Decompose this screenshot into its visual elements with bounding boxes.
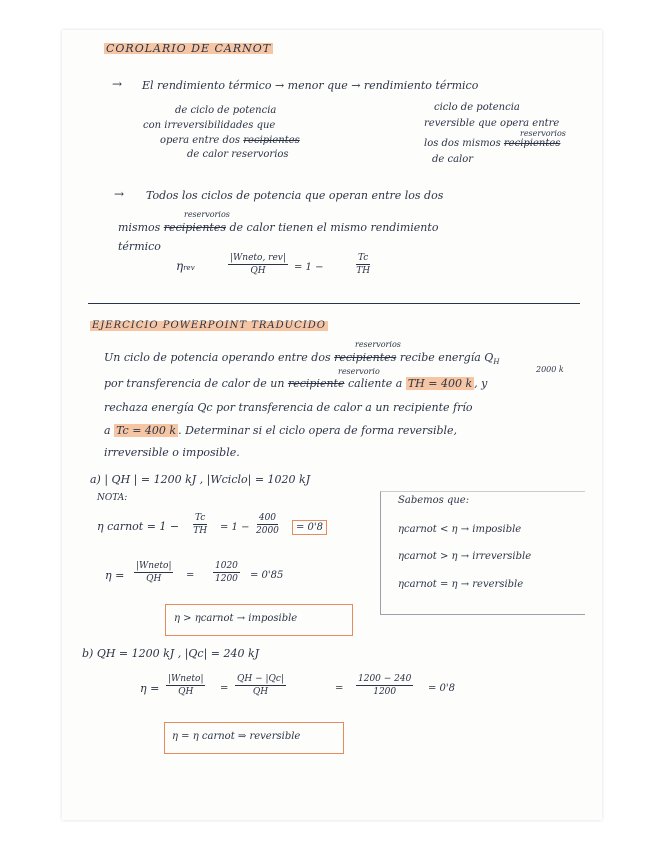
- fraction-1200-240: $\frac{1200 - 240}{1200}$: [358, 674, 412, 697]
- problem-above-3: 2000 k: [536, 365, 564, 374]
- statement-line: El rendimiento térmico → menor que → rendimiento térmico: [142, 79, 479, 92]
- eta-carnot-lhs: η carnot = 1 −: [97, 520, 180, 533]
- statement2-line1: Todos los ciclos de potencia que operan entre los dos: [146, 189, 444, 202]
- fraction-wneto-qh-b: |Wneto| QH: [168, 674, 204, 697]
- formula-equals-one-minus: = 1 −: [294, 262, 324, 273]
- problem-line-5: irreversible o imposible.: [104, 446, 240, 459]
- eta-carnot-result: = 0'8: [292, 523, 327, 533]
- sabemos-rule-3: ηcarnot = η → reversible: [398, 579, 524, 590]
- eq-b-2: =: [335, 683, 344, 694]
- problem-above-1: reservorios: [355, 340, 401, 349]
- fraction-wneto-qh: |Wneto, rev| QH: [230, 253, 286, 276]
- fraction-400-2000: $\frac{400}{2000}$: [256, 513, 279, 536]
- right-text-above: reservorios: [520, 129, 566, 138]
- fraction-wneto-qh-a: |Wneto| QH: [136, 561, 172, 584]
- statement2-above: reservorios: [184, 210, 230, 219]
- section-title-exercise: EJERCICIO POWERPOINT TRADUCIDO: [92, 320, 326, 331]
- statement2-line2: mismos recipientes de calor tienen el mismo rendimiento: [118, 221, 439, 234]
- fraction-tc-th-a: $\frac{Tc}{TH}$: [193, 513, 208, 536]
- statement2-line3: térmico: [118, 240, 161, 253]
- left-text-4: de calor reservorios: [187, 149, 289, 160]
- sabemos-title: Sabemos que:: [398, 495, 470, 506]
- problem-above-2: reservorio: [338, 367, 380, 376]
- formula-eta-rev: ηrev: [176, 259, 195, 273]
- fraction-1020-1200: $\frac{1020}{1200}$: [215, 561, 238, 584]
- problem-line-4: a Tc = 400 k . Determinar si el ciclo opera de forma reversible,: [104, 424, 458, 437]
- left-text-3: opera entre dos recipientes: [160, 135, 300, 146]
- conclusion-b: η = η carnot ⇒ reversible: [172, 731, 301, 742]
- part-b-header: b) QH = 1200 kJ , |Qc| = 240 kJ: [82, 647, 260, 660]
- section-divider: [88, 303, 580, 304]
- right-text-3: los dos mismos recipientes: [424, 138, 561, 149]
- section-title-carnot: COROLARIO DE CARNOT: [106, 42, 272, 55]
- bullet-arrow-2: →: [114, 187, 125, 201]
- eta-lhs-b: η =: [140, 682, 160, 695]
- fraction-tc-th: $\frac{Tc}{TH}$: [356, 253, 371, 276]
- fraction-qh-minus-qc: $\frac{QH - |Qc|}{QH}$: [237, 674, 284, 697]
- eq-one-minus-a: = 1 −: [220, 522, 250, 533]
- left-text-2: con irreversibilidades que: [143, 120, 276, 131]
- eq-b-1: =: [220, 683, 229, 694]
- conclusion-a: η > ηcarnot → imposible: [174, 613, 298, 624]
- right-text-2: reversible que opera entre: [424, 118, 560, 129]
- eq-a: =: [186, 570, 195, 581]
- sabemos-rule-1: ηcarnot < η → imposible: [398, 524, 522, 535]
- left-text-1: de ciclo de potencia: [175, 105, 277, 116]
- right-text-4: de calor: [432, 154, 474, 165]
- eta-result-b: = 0'8: [428, 683, 456, 694]
- problem-line-2: por transferencia de calor de un recipiente caliente a TH = 400 k , y: [104, 377, 488, 390]
- problem-line-3: rechaza energía Qc por transferencia de calor a un recipiente frío: [104, 401, 473, 414]
- right-text-1: ciclo de potencia: [434, 102, 520, 113]
- eta-lhs-a: η =: [105, 569, 125, 582]
- sabemos-rule-2: ηcarnot > η → irreversible: [398, 551, 532, 562]
- nota-label: NOTA:: [97, 493, 128, 503]
- eta-result-a: = 0'85: [250, 570, 284, 581]
- problem-line-1: Un ciclo de potencia operando entre dos recipientes recibe energía $Q_H$: [104, 351, 500, 367]
- bullet-arrow: →: [112, 77, 123, 91]
- part-a-header: a) | QH | = 1200 kJ , |Wciclo| = 1020 kJ: [90, 473, 311, 486]
